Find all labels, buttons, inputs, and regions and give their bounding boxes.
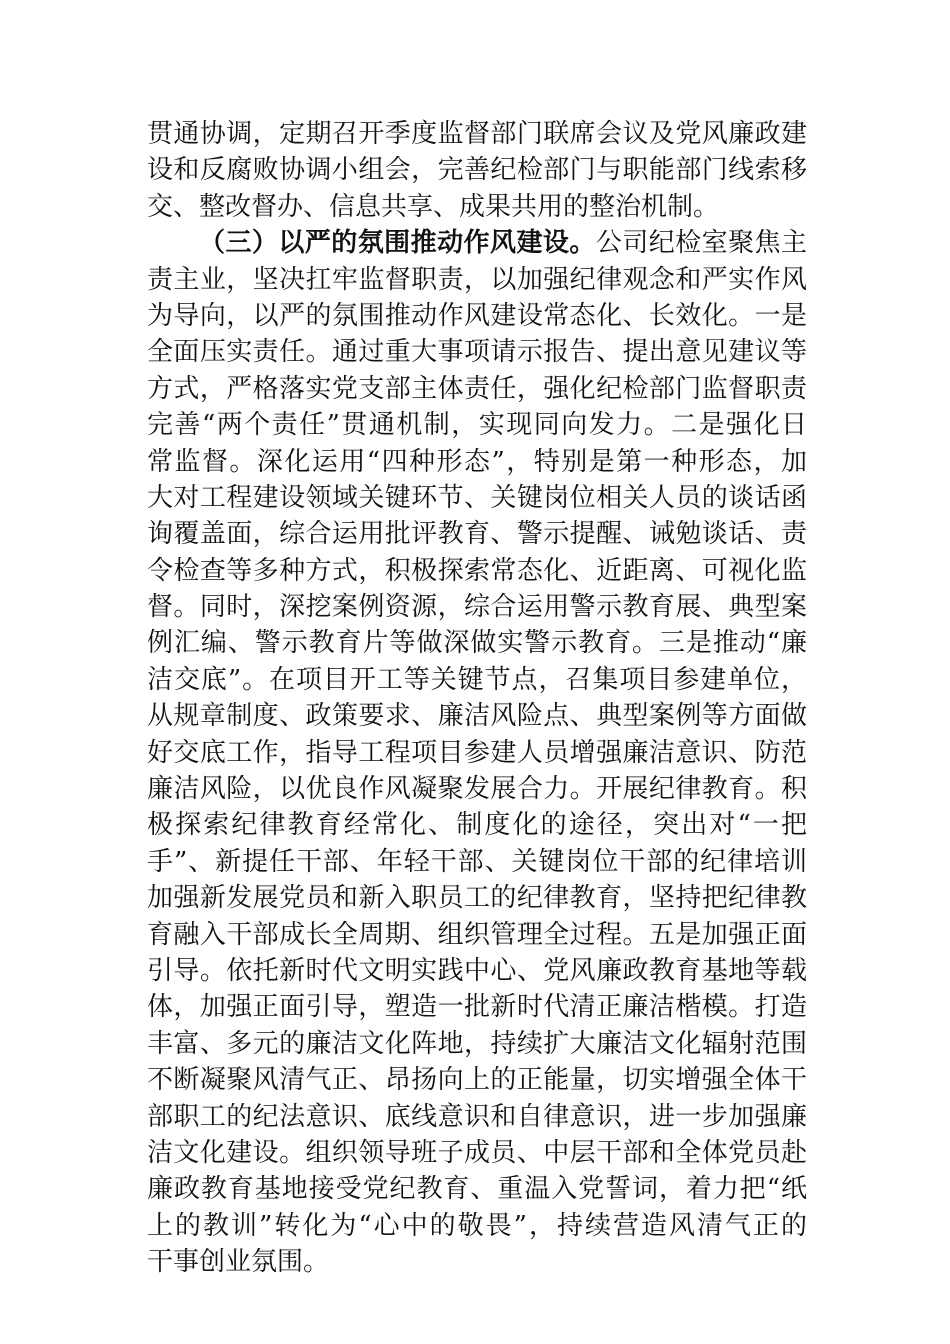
text-line: 上的教训”转化为“心中的敬畏”，持续营造风清气正的 — [147, 1210, 807, 1241]
text-line: 育融入干部成长全周期、组织管理全过程。五是加强正面 — [147, 919, 807, 950]
text-line: 责主业，坚决扛牢监督职责，以加强纪律观念和严实作风 — [147, 264, 807, 295]
text-line: 廉洁风险，以优良作风凝聚发展合力。开展纪律教育。积 — [147, 774, 807, 805]
text-line: 极探索纪律教育经常化、制度化的途径，突出对“一把 — [147, 810, 807, 841]
text-line: 方式，严格落实党支部主体责任，强化纪检部门监督职责 — [147, 373, 807, 404]
text-line: 好交底工作，指导工程项目参建人员增强廉洁意识、防范 — [147, 737, 807, 768]
text-line: 完善“两个责任”贯通机制，实现同向发力。二是强化日 — [147, 410, 807, 441]
text-line: 例汇编、警示教育片等做深做实警示教育。三是推动“廉 — [147, 628, 807, 659]
text-line: 不断凝聚风清气正、昂扬向上的正能量，切实增强全体干 — [147, 1065, 807, 1096]
text-line: 大对工程建设领域关键环节、关键岗位相关人员的谈话函 — [147, 482, 807, 513]
paragraph — [147, 225, 807, 1280]
text-line: 全面压实责任。通过重大事项请示报告、提出意见建议等 — [147, 337, 807, 368]
text-line: 贯通协调，定期召开季度监督部门联席会议及党风廉政建 — [147, 119, 807, 149]
text-line: 加强新发展党员和新入职员工的纪律教育，坚持把纪律教 — [147, 883, 807, 914]
text-line: 设和反腐败协调小组会，完善纪检部门与职能部门线索移 — [147, 155, 807, 186]
text-fragment: 公司纪检室聚焦主 — [595, 228, 807, 259]
text-line: 交、整改督办、信息共享、成果共用的整治机制。 — [147, 191, 720, 222]
text-line: 询覆盖面，综合运用批评教育、警示提醒、诫勉谈话、责 — [147, 519, 807, 550]
text-line: 洁文化建设。组织领导班子成员、中层干部和全体党员赴 — [147, 1137, 807, 1168]
body-text — [147, 116, 807, 1281]
text-line: 引导。依托新时代文明实践中心、党风廉政教育基地等载 — [147, 955, 807, 986]
text-line: 廉政教育基地接受党纪教育、重温入党誓词，着力把“纸 — [147, 1174, 807, 1205]
text-line: 为导向，以严的氛围推动作风建设常态化、长效化。一是 — [147, 300, 807, 331]
text-line: 从规章制度、政策要求、廉洁风险点、典型案例等方面做 — [147, 701, 807, 732]
text-line: 常监督。深化运用“四种形态”，特别是第一种形态，加 — [147, 446, 807, 477]
text-line: 体，加强正面引导，塑造一批新时代清正廉洁楷模。打造 — [147, 992, 807, 1023]
text-line — [147, 225, 807, 261]
section-heading: （三）以严的氛围推动作风建设。 — [199, 228, 596, 259]
paragraph — [147, 116, 807, 225]
text-line: 令检查等多种方式，积极探索常态化、近距离、可视化监 — [147, 555, 807, 586]
text-line: 部职工的纪法意识、底线意识和自律意识，进一步加强廉 — [147, 1101, 807, 1132]
text-line: 洁交底”。在项目开工等关键节点，召集项目参建单位， — [147, 664, 807, 695]
text-line: 手”、新提任干部、年轻干部、关键岗位干部的纪律培训 — [147, 846, 807, 877]
text-line: 督。同时，深挖案例资源，综合运用警示教育展、典型案 — [147, 592, 807, 623]
text-line: 干事创业氛围。 — [147, 1247, 330, 1278]
text-line: 丰富、多元的廉洁文化阵地，持续扩大廉洁文化辐射范围 — [147, 1028, 807, 1059]
